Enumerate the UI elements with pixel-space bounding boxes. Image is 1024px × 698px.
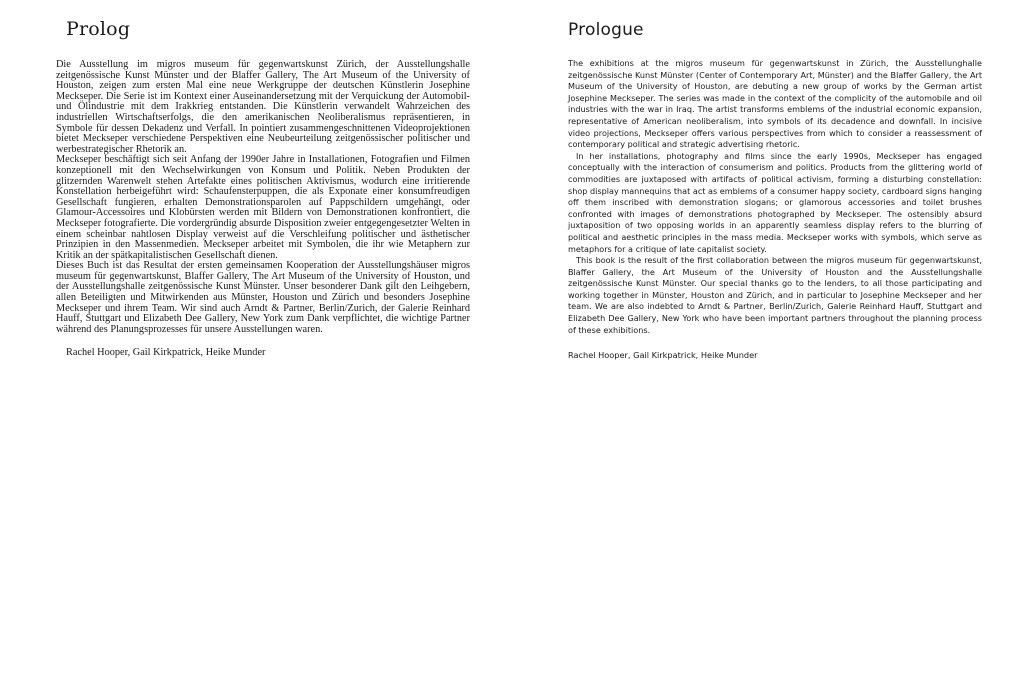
english-body	[568, 58, 982, 336]
german-signature: Rachel Hooper, Gail Kirkpatrick, Heike Munder	[66, 347, 266, 359]
german-body	[56, 60, 470, 335]
page-title-german: Prolog	[66, 18, 131, 40]
german-paragraph: Meckseper beschäftigt sich seit Anfang der 1990er Jahre in Installationen, Fotografien und Filmen konzeptionell mit den Wechselwirkungen von Konsum und Politik. Neben Produkten der glitzernden Warenwelt stehen Artefakte eines politischen Aktivismus, wodurch eine irritierende Konstellation herbeigeführt wird: Schaufensterpuppen, die als Exponate einer konsumfreudigen Gesellschaft fungieren, erhalten Demonstrationsparolen auf Pappschildern umgehängt, oder Glamour-Accessoires und Klobürsten werden mit Bildern von Demonstrationen konfrontiert, die Meckseper fotografierte. Die vordergründig absurde Disposition zweier entgegengesetzter Welten in einem scheinbar nahtlosen Display verweist auf die Verschleifung politischer und ästhetischer Prinzipien in den Massenmedien. Meckseper arbeitet mit Symbolen, die ihr wie Metaphern zur Kritik an der spätkapitalistischen Gesellschaft dienen.	[56, 154, 470, 261]
english-paragraph: In her installations, photography and films since the early 1990s, Meckseper has engaged conceptually with the interaction of consumerism and politics. Products from the glittering world of commodities are juxtaposed with artifacts of political activism, forming a disturbing constellation: shop display mannequins that act as emblems of a consumer happy society, cardboard signs hanging off them inscribed with demonstration slogans; or glamorous accessories and toilet brushes confronted with images of demonstrations photographed by Meckseper. The ostensibly absurd juxtaposition of two opposing worlds in an apparently seamless display refers to the blurring of political and aesthetic principles in the mass media. Meckseper works with symbols, which serve as metaphors for a critique of late capitalist society.	[568, 150, 982, 254]
english-column	[568, 20, 982, 360]
german-column	[56, 18, 470, 358]
page-title-english: Prologue	[568, 20, 644, 40]
german-paragraph: Die Ausstellung im migros museum für gegenwartskunst Zürich, der Ausstellungshalle zeitgenössische Kunst Münster und der Blaffer Gallery, The Art Museum of the University of Houston, zeigen zum ersten Mal eine neue Werkgruppe der deutschen Künstlerin Josephine Meckseper. Die Serie ist im Kontext einer Auseinandersetzung mit der Verquickung der Automobil- und Ölindustrie mit dem Irakkrieg entstanden. Die Künstlerin verwandelt Wahrzeichen des industriellen Wirtschaftserfolgs, die den amerikanischen Neoliberalismus repräsentieren, in Symbole für dessen Dekadenz und Verfall. In pointiert zusammengeschnittenen Videoprojektionen bietet Meckseper verschiedene Perspektiven eine Neubeurteilung zeitgenössischer politischer und werbestrategischer Rhetorik an.	[56, 59, 470, 155]
german-paragraph: Dieses Buch ist das Resultat der ersten gemeinsamen Kooperation der Ausstellungshäuser migros museum für gegenwartskunst, Blaffer Gallery, The Art Museum of the University of Houston, und der Ausstellungshalle zeitgenössische Kunst Münster. Unser besonderer Dank gilt den Leihgebern, allen Beteiligten und Mitwirkenden aus Münster, Houston und Zürich und besonders Josephine Meckseper und ihrem Team. Wir sind auch Arndt & Partner, Berlin/Zurich, der Galerie Reinhard Hauff, Stuttgart und Elizabeth Dee Gallery, New York zum Dank verpflichtet, die wichtige Partner während des Planungsprozesses für unsere Ausstellungen waren.	[56, 260, 470, 335]
english-paragraph: The exhibitions at the migros museum für gegenwartskunst in Zürich, the Ausstellunghalle zeitgenössische Kunst Münster (Center of Contemporary Art, Münster) and the Blaffer Gallery, the Art Museum of the University of Houston, are debuting a new group of works by the German artist Josephine Meckseper. The series was made in the context of the complicity of the automobile and oil industries with the war in Iraq. The artist transforms emblems of the industrial economic expansion, representative of American neoliberalism, into symbols of its decadence and downfall. In incisive video projections, Meckseper offers various perspectives from which to consider a reassessment of contemporary political and strategic advertising rhetoric.	[568, 58, 982, 150]
english-signature: Rachel Hooper, Gail Kirkpatrick, Heike Munder	[568, 350, 758, 361]
right-page	[512, 0, 1024, 698]
english-paragraph: This book is the result of the first collaboration between the migros museum für gegenwartskunst, Blaffer Gallery, the Art Museum of the University of Houston and the Ausstellungshalle zeitgenössische Kunst Münster. Our special thanks go to the lenders, to all those participating and working together in Münster, Houston and Zürich, and in particular to Josephine Meckseper and her team. We are also indebted to Arndt & Partner, Berlin/Zurich, Galerie Reinhard Hauff, Stuttgart and Elizabeth Dee Gallery, New York who have been important partners throughout the planning process of these exhibitions.	[568, 255, 982, 335]
